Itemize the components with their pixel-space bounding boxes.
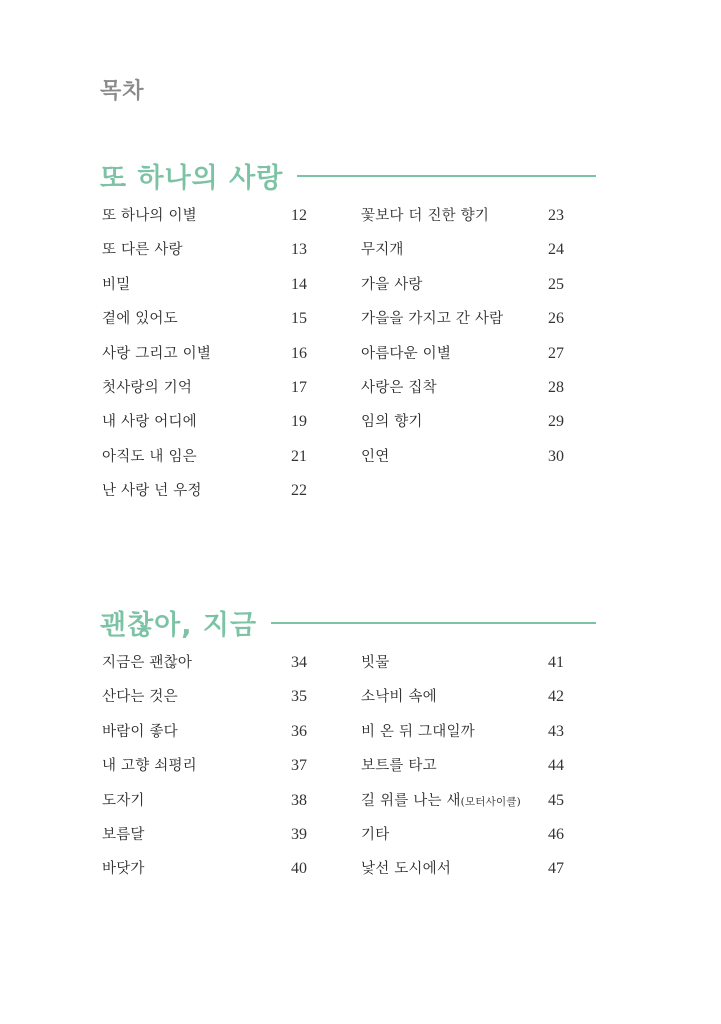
section-title: 또 하나의 사랑 — [100, 162, 284, 194]
toc-entry — [361, 790, 564, 824]
entry-title — [361, 446, 389, 468]
toc-column-right — [361, 205, 564, 480]
entry-title — [361, 205, 489, 227]
toc-entry — [102, 377, 307, 411]
page-number: 29 — [548, 413, 564, 431]
entry-title-text: 인연 — [361, 448, 390, 465]
toc-entry — [361, 274, 564, 308]
toc-entry — [361, 824, 564, 858]
entry-title — [102, 790, 145, 812]
toc-entry — [361, 721, 564, 755]
entry-title-text: 무지개 — [361, 242, 404, 259]
entry-title — [102, 721, 178, 743]
entry-title — [361, 652, 389, 674]
page-number: 28 — [548, 378, 564, 396]
toc-entry — [102, 824, 307, 858]
entry-title — [361, 239, 404, 261]
toc-entry — [102, 411, 307, 445]
page-number: 45 — [548, 791, 564, 809]
toc-section — [100, 604, 596, 878]
page-number: 16 — [291, 344, 307, 362]
toc-column-right — [361, 652, 564, 893]
entry-title-text: 곁에 있어도 — [102, 311, 178, 328]
entry-title-text: 아름다운 이별 — [361, 345, 452, 362]
page-number: 24 — [548, 241, 564, 259]
page-number: 41 — [548, 654, 564, 671]
entry-title-text: 보름달 — [102, 826, 145, 843]
entry-title-text: 내 고향 쇠평리 — [102, 758, 197, 775]
entry-title-text: 보트를 타고 — [361, 758, 437, 775]
page-number: 14 — [291, 275, 307, 293]
page-number: 22 — [291, 482, 307, 500]
page-number: 17 — [291, 378, 307, 396]
toc-entry — [361, 205, 564, 239]
entry-title-text: 임의 향기 — [361, 414, 423, 431]
toc-entry — [102, 686, 307, 720]
entry-title — [361, 343, 451, 365]
entry-title-text: 지금은 괜찮아 — [102, 655, 193, 671]
entry-title-text: 가을을 가지고 간 사람 — [361, 311, 504, 328]
section-header — [100, 604, 596, 640]
entry-title-text: 바닷가 — [102, 861, 145, 878]
section-header — [100, 157, 596, 193]
entry-title — [361, 790, 521, 813]
entry-title-text: 비밀 — [102, 276, 131, 293]
toc-entry — [361, 308, 564, 342]
entry-title — [102, 343, 211, 365]
toc-entry — [102, 446, 307, 480]
page-number: 21 — [291, 447, 307, 465]
page-number: 25 — [548, 275, 564, 293]
section-divider — [297, 175, 596, 177]
page-number: 23 — [548, 207, 564, 224]
toc-entry — [361, 411, 564, 445]
entry-title — [102, 652, 192, 674]
entry-subtitle: (모터사이클) — [460, 795, 521, 808]
page-number: 43 — [548, 722, 564, 740]
entry-title — [361, 824, 389, 846]
toc-entry — [102, 755, 307, 789]
page-number: 37 — [291, 757, 307, 775]
page-number: 40 — [291, 860, 307, 878]
entry-title-text: 낯선 도시에서 — [361, 861, 452, 878]
entry-title — [361, 274, 423, 296]
entry-title — [102, 239, 183, 261]
entry-title-text: 사랑 그리고 이별 — [102, 345, 212, 362]
entry-title-text: 소낙비 속에 — [361, 689, 437, 706]
page-number: 13 — [291, 241, 307, 259]
entry-title — [102, 755, 197, 777]
page-number: 44 — [548, 757, 564, 775]
toc-entry — [102, 343, 307, 377]
section-title: 괜찮아, 지금 — [100, 609, 258, 641]
toc-entry — [361, 686, 564, 720]
entry-title — [361, 411, 423, 433]
page-number: 26 — [548, 310, 564, 328]
entry-title-text: 또 하나의 이별 — [102, 208, 197, 224]
entry-title-text: 아직도 내 임은 — [102, 448, 197, 465]
toc-entry — [102, 308, 307, 342]
toc-entry — [102, 721, 307, 755]
page-number: 39 — [291, 825, 307, 843]
toc-entry — [361, 652, 564, 686]
page-number: 36 — [291, 722, 307, 740]
toc-entry — [102, 858, 307, 892]
page-number: 15 — [291, 310, 307, 328]
toc-entry — [102, 239, 307, 273]
entry-title — [361, 755, 437, 777]
toc-entry — [361, 858, 564, 892]
entry-title — [102, 274, 130, 296]
toc-section — [100, 157, 596, 500]
page-number: 30 — [548, 447, 564, 465]
entry-title — [102, 411, 197, 433]
entry-title-text: 산다는 것은 — [102, 689, 178, 706]
toc-entry — [361, 446, 564, 480]
entry-title-text: 또 다른 사랑 — [102, 242, 183, 259]
entry-title-text: 가을 사랑 — [361, 276, 423, 293]
entry-title — [102, 686, 178, 708]
toc-entry — [102, 274, 307, 308]
entry-title — [102, 377, 192, 399]
toc-entry — [102, 205, 307, 239]
page-number: 46 — [548, 825, 564, 843]
entry-title-text: 도자기 — [102, 792, 145, 809]
entry-title-text: 꽃보다 더 진한 향기 — [361, 208, 490, 224]
entry-title — [102, 205, 197, 227]
page-number: 12 — [291, 207, 307, 224]
entry-title — [361, 858, 451, 880]
entry-title — [102, 480, 202, 502]
entry-title — [361, 308, 503, 330]
toc-entry — [102, 480, 307, 514]
entry-title — [361, 377, 437, 399]
page-number: 27 — [548, 344, 564, 362]
page-number: 35 — [291, 688, 307, 706]
entry-title — [102, 308, 178, 330]
entry-title-text: 사랑은 집착 — [361, 379, 437, 396]
entry-title-text: 길 위를 나는 새 — [361, 792, 461, 809]
toc-column-left — [102, 652, 307, 893]
entry-title-text: 내 사랑 어디에 — [102, 414, 197, 431]
toc-entry — [361, 377, 564, 411]
toc-column-left — [102, 205, 307, 515]
entry-title — [102, 446, 197, 468]
page-number: 19 — [291, 413, 307, 431]
toc-entry — [361, 755, 564, 789]
page-number: 47 — [548, 860, 564, 878]
page-number: 34 — [291, 654, 307, 671]
toc-entry — [361, 239, 564, 273]
entry-title — [102, 858, 145, 880]
entry-title-text: 비 온 뒤 그대일까 — [361, 723, 475, 740]
page-number: 38 — [291, 791, 307, 809]
toc-entry — [361, 343, 564, 377]
entry-title-text: 첫사랑의 기억 — [102, 379, 193, 396]
toc-heading: 목차 — [100, 79, 145, 104]
toc-entry — [102, 790, 307, 824]
entry-title — [361, 721, 475, 743]
entry-title — [361, 686, 437, 708]
entry-title-text: 바람이 좋다 — [102, 723, 178, 740]
entry-title-text: 빗물 — [361, 655, 390, 671]
entry-title-text: 기타 — [361, 826, 390, 843]
page-number: 42 — [548, 688, 564, 706]
entry-title-text: 난 사랑 넌 우정 — [102, 483, 202, 500]
section-divider — [271, 622, 596, 624]
entry-title — [102, 824, 145, 846]
toc-entry — [102, 652, 307, 686]
